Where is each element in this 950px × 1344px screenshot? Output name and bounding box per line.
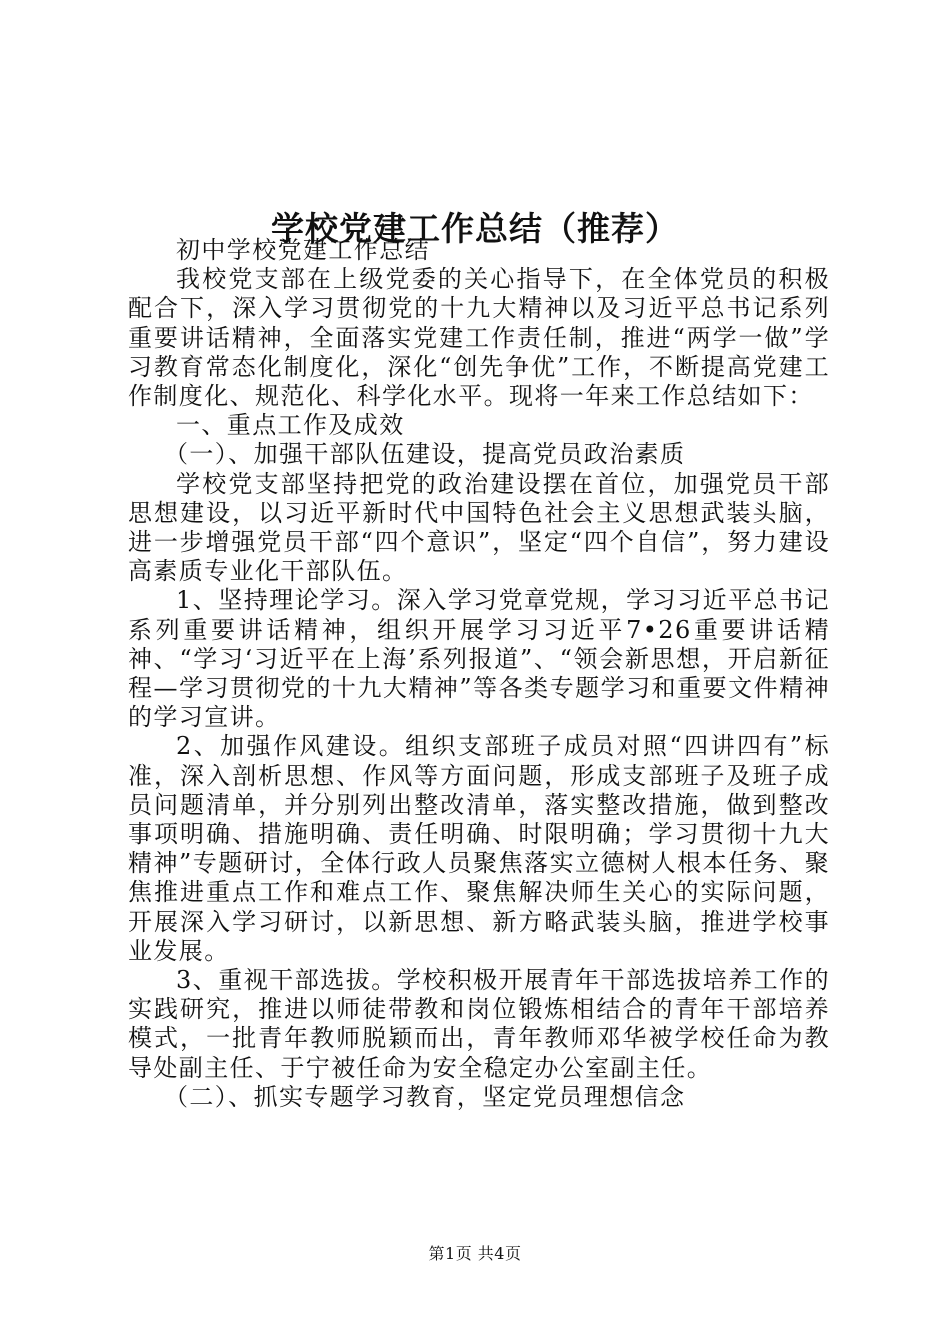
document-title: 学校党建工作总结（推荐） (271, 209, 679, 249)
document-body (128, 236, 830, 1112)
body-paragraph: 学校党支部坚持把党的政治建设摆在首位，加强党员干部思想建设，以习近平新时代中国特色社会主义思想武装头脑，进一步增强党员干部“四个意识”，坚定“四个自信”，努力建设高素质专业化干部队伍。 (128, 469, 830, 586)
body-paragraph: 一、重点工作及成效 (176, 411, 405, 440)
body-paragraph: （一）、加强干部队伍建设，提高党员政治素质 (164, 440, 686, 469)
body-paragraph: 2、加强作风建设。组织支部班子成员对照“四讲四有”标准，深入剖析思想、作风等方面问题，形成支部班子及班子成员问题清单，并分别列出整改清单，落实整改措施，做到整改事项明确、措施明确、责任明确、时限明确；学习贯彻十九大精神”专题研讨，全体行政人员聚焦落实立德树人根本任务、聚焦推进重点工作和难点工作、聚焦解决师生关心的实际问题，开展深入学习研讨，以新思想、新方略武装头脑，推进学校事业发展。 (128, 732, 830, 965)
body-paragraph: 1、坚持理论学习。深入学习党章党规，学习习近平总书记系列重要讲话精神，组织开展学习习近平7•26重要讲话精神、“学习‘习近平在上海’系列报道”、“领会新思想，开启新征程—学习贯彻党的十九大精神”等各类专题学习和重要文件精神的学习宣讲。 (128, 586, 830, 732)
page-footer: 第1页 共4页 (428, 1244, 522, 1263)
body-paragraph: （二）、抓实专题学习教育，坚定党员理想信念 (164, 1082, 686, 1111)
body-paragraph: 初中学校党建工作总结 (176, 236, 430, 264)
body-paragraph: 3、重视干部选拔。学校积极开展青年干部选拔培养工作的实践研究，推进以师徒带教和岗位锻炼相结合的青年干部培养模式，一批青年教师脱颖而出，青年教师邓华被学校任命为教导处副主任、于宁被任命为安全稳定办公室副主任。 (128, 966, 830, 1082)
body-paragraph: 我校党支部在上级党委的关心指导下，在全体党员的积极配合下，深入学习贯彻党的十九大精神以及习近平总书记系列重要讲话精神，全面落实党建工作责任制，推进“两学一做”学习教育常态化制度化，深化“创先争优”工作，不断提高党建工作制度化、规范化、科学化水平。现将一年来工作总结如下： (128, 265, 830, 411)
